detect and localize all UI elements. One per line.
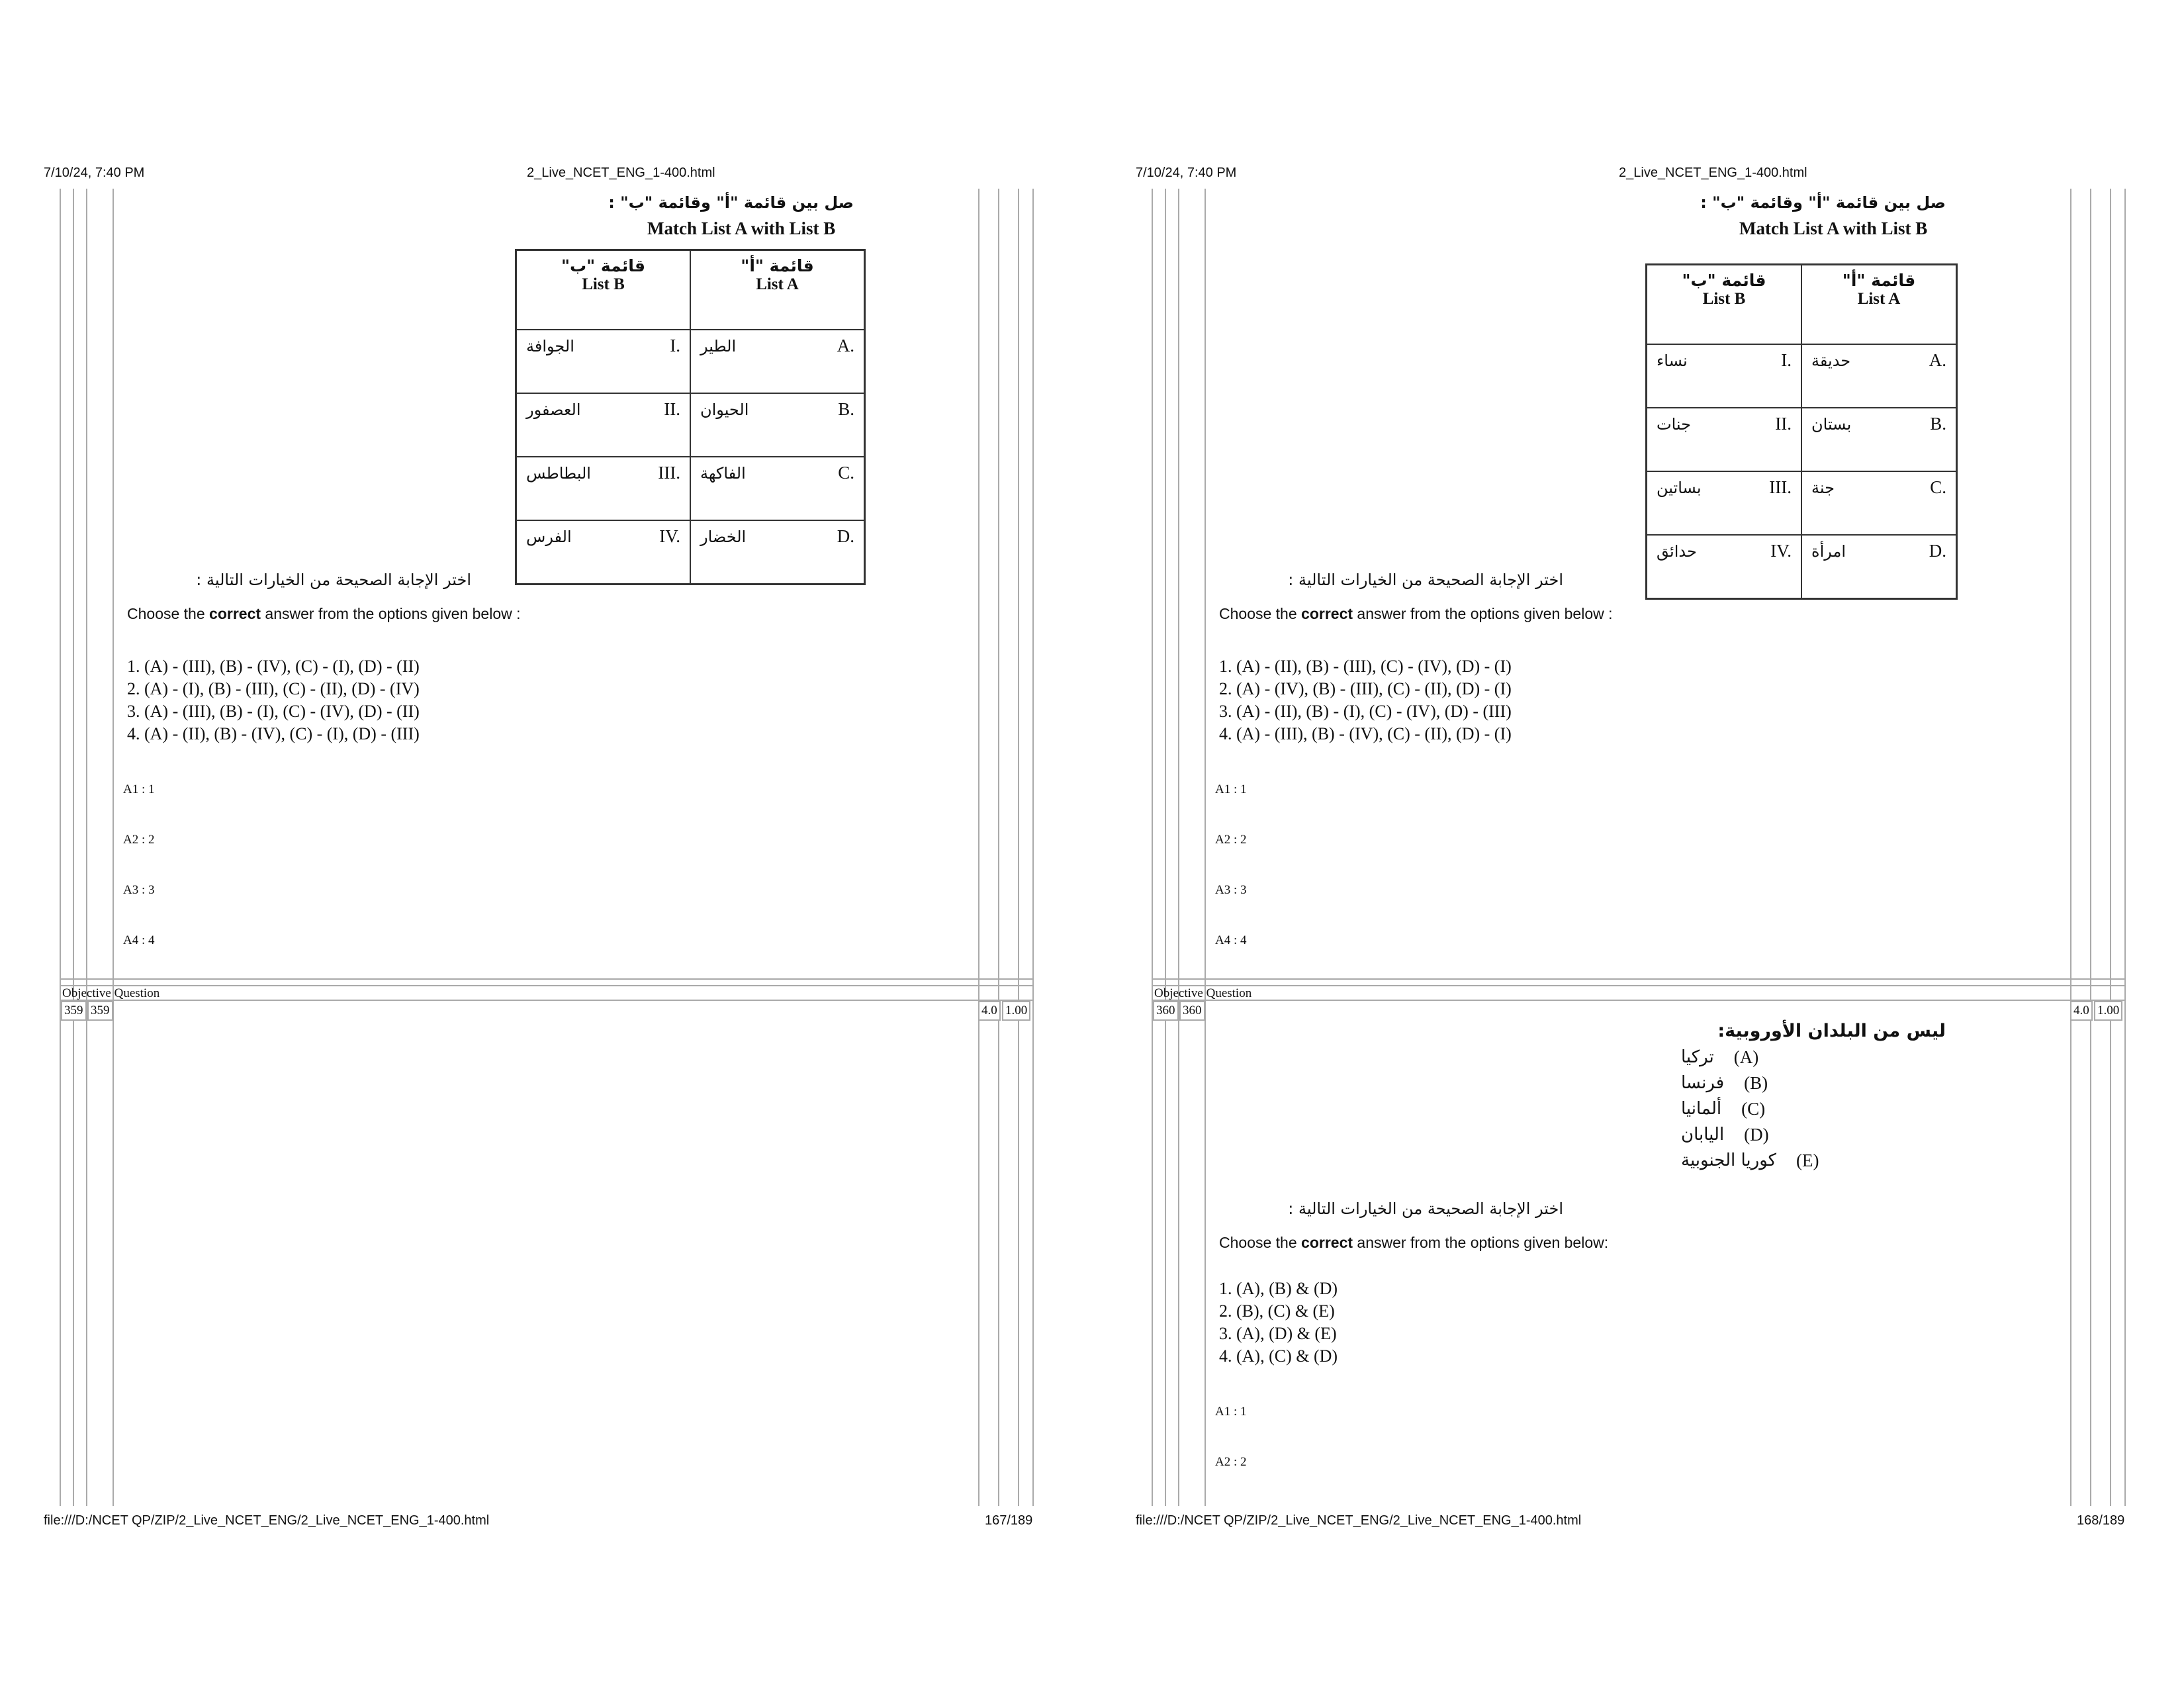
list-a-marker: D. (1929, 541, 1946, 561)
question-id: 359 (87, 1001, 113, 1021)
frame-line (1018, 189, 1019, 1506)
frame-line (113, 189, 114, 1506)
question-marks: 4.0 (2070, 1001, 2093, 1021)
frame-line (60, 189, 61, 1506)
option-item: 4. (A) - (II), (B) - (IV), (C) - (I), (D) - (III) (127, 724, 420, 743)
list-a-marker: A. (1929, 350, 1946, 370)
page-right (1092, 0, 2184, 1688)
list-a-item: بستان (1811, 414, 1852, 434)
question-id: 360 (1179, 1001, 1205, 1021)
table-row (516, 330, 865, 393)
list-a-marker: C. (1930, 477, 1946, 497)
answer-key-2: A2 : 2 (123, 833, 155, 847)
answer-key-4: A4 : 4 (1215, 933, 1247, 947)
frame-line (2090, 189, 2091, 1506)
frame-line (998, 189, 999, 1506)
list-b-marker: IV. (1770, 541, 1792, 561)
list-b-item: بساتين (1657, 478, 1702, 497)
option-item: 1. (A), (B) & (D) (1219, 1279, 1338, 1298)
list-a-marker: B. (838, 399, 854, 419)
list-a-marker: D. (837, 526, 854, 546)
page-number: 167/189 (985, 1513, 1033, 1528)
instruction-english: Choose the correct answer from the options given below : (1219, 605, 1613, 622)
list-b-item: جنات (1657, 414, 1691, 434)
list-b-marker: IV. (659, 526, 680, 546)
table-row (516, 393, 865, 457)
list-b-item: البطاطس (526, 463, 591, 483)
list-b-item: نساء (1657, 351, 1688, 370)
question-negative-marks: 1.00 (2094, 1001, 2122, 1021)
frame-line (2124, 189, 2126, 1506)
frame-line (60, 1000, 1034, 1001)
list-a-item: حديقة (1811, 351, 1851, 370)
option-item: 4. (A) - (III), (B) - (IV), (C) - (II), (D) - (I) (1219, 724, 1512, 743)
frame-line (2110, 189, 2111, 1506)
list-b-marker: II. (664, 399, 680, 419)
answer-key-1: A1 : 1 (1215, 1405, 1247, 1419)
question-title-arabic: صل بين قائمة "أ" وقائمة "ب" : (608, 193, 854, 212)
frame-line (1165, 189, 1166, 1506)
question-item: (D) اليابان (1681, 1125, 1769, 1145)
question-number: 360 (1153, 1001, 1179, 1021)
options-list (1219, 1278, 1338, 1368)
print-datetime: 7/10/24, 7:40 PM (1136, 165, 1237, 180)
answer-key-2: A2 : 2 (1215, 1455, 1247, 1469)
list-a-item: جنة (1811, 478, 1835, 497)
question-item: (C) ألمانيا (1681, 1099, 1766, 1119)
list-b-item: الفرس (526, 527, 572, 546)
question-marks: 4.0 (978, 1001, 1001, 1021)
table-row (1647, 535, 1957, 599)
table-row (1647, 471, 1957, 535)
list-b-marker: I. (1781, 350, 1792, 370)
list-b-header: قائمة "ب" List B (1647, 265, 1802, 345)
frame-line (1152, 985, 2126, 986)
frame-line (978, 189, 979, 1506)
list-b-marker: I. (670, 336, 680, 355)
answer-key-4: A4 : 4 (123, 933, 155, 947)
question-title-english: Match List A with List B (647, 218, 836, 238)
option-item: 2. (A) - (I), (B) - (III), (C) - (II), (D) - (IV) (127, 679, 420, 698)
instruction-english: Choose the correct answer from the options given below: (1219, 1234, 1609, 1251)
list-a-item: الخضار (700, 527, 747, 546)
list-a-item: الطير (700, 336, 737, 355)
frame-line (86, 189, 87, 1506)
question-type-label: Objective Question (62, 986, 160, 1000)
question-item: (E) كوريا الجنوبية (1681, 1150, 1819, 1170)
option-item: 4. (A), (C) & (D) (1219, 1346, 1338, 1366)
instruction-arabic: اختر الإجابة الصحيحة من الخيارات التالية : (1288, 1199, 1563, 1218)
frame-line (2070, 189, 2071, 1506)
table-row (1647, 344, 1957, 408)
options-list (1219, 655, 1512, 745)
print-filename: 2_Live_NCET_ENG_1-400.html (527, 165, 715, 180)
option-item: 3. (A) - (II), (B) - (I), (C) - (IV), (D) - (III) (1219, 702, 1512, 721)
list-b-item: حدائق (1657, 541, 1697, 561)
list-a-header: قائمة "أ" List A (1801, 265, 1957, 345)
list-a-item: امرأة (1811, 541, 1846, 561)
list-a-marker: C. (838, 463, 854, 483)
match-table (1645, 263, 1958, 600)
frame-line (60, 985, 1034, 986)
list-a-item: الفاكهة (700, 463, 746, 483)
table-row (516, 520, 865, 585)
option-item: 1. (A) - (II), (B) - (III), (C) - (IV), (D) - (I) (1219, 657, 1512, 676)
frame-line (1152, 978, 2126, 980)
instruction-english: Choose the correct answer from the options given below : (127, 605, 521, 622)
question-items (1681, 1045, 1946, 1174)
option-item: 3. (A), (D) & (E) (1219, 1324, 1337, 1343)
question-title-arabic: صل بين قائمة "أ" وقائمة "ب" : (1700, 193, 1946, 212)
list-b-marker: II. (1775, 414, 1792, 434)
question-title-arabic: ليس من البلدان الأوروبية: (1717, 1021, 1946, 1041)
frame-line (1205, 189, 1206, 1506)
question-type-label: Objective Question (1154, 986, 1252, 1000)
list-a-marker: B. (1930, 414, 1946, 434)
option-item: 2. (B), (C) & (E) (1219, 1301, 1335, 1321)
question-number: 359 (61, 1001, 87, 1021)
print-filename: 2_Live_NCET_ENG_1-400.html (1619, 165, 1807, 180)
file-url: file:///D:/NCET QP/ZIP/2_Live_NCET_ENG/2_Live_NCET_ENG_1-400.html (44, 1513, 490, 1528)
question-item: (A) تركيا (1681, 1047, 1759, 1067)
list-b-header: قائمة "ب" List B (516, 250, 691, 330)
question-negative-marks: 1.00 (1002, 1001, 1030, 1021)
option-item: 2. (A) - (IV), (B) - (III), (C) - (II), (D) - (I) (1219, 679, 1512, 698)
frame-line (73, 189, 74, 1506)
list-a-header: قائمة "أ" List A (690, 250, 865, 330)
answer-key-3: A3 : 3 (1215, 883, 1247, 897)
table-row (1647, 408, 1957, 471)
answer-key-2: A2 : 2 (1215, 833, 1247, 847)
frame-line (1152, 189, 1153, 1506)
question-item: (B) فرنسا (1681, 1073, 1768, 1093)
list-b-item: العصفور (526, 400, 581, 419)
list-b-marker: III. (658, 463, 680, 483)
option-item: 1. (A) - (III), (B) - (IV), (C) - (I), (D) - (II) (127, 657, 420, 676)
list-b-marker: III. (1769, 477, 1792, 497)
frame-line (1032, 189, 1034, 1506)
list-a-item: الحيوان (700, 400, 749, 419)
list-a-marker: A. (837, 336, 854, 355)
option-item: 3. (A) - (III), (B) - (I), (C) - (IV), (D) - (II) (127, 702, 420, 721)
answer-key-3: A3 : 3 (123, 883, 155, 897)
table-row (516, 457, 865, 520)
instruction-arabic: اختر الإجابة الصحيحة من الخيارات التالية : (196, 571, 471, 589)
instruction-arabic: اختر الإجابة الصحيحة من الخيارات التالية : (1288, 571, 1563, 589)
answer-key-1: A1 : 1 (123, 782, 155, 796)
frame-line (60, 978, 1034, 980)
answer-key-1: A1 : 1 (1215, 782, 1247, 796)
match-table (515, 249, 866, 585)
frame-line (1152, 1000, 2126, 1001)
options-list (127, 655, 420, 745)
page-number: 168/189 (2077, 1513, 2125, 1528)
file-url: file:///D:/NCET QP/ZIP/2_Live_NCET_ENG/2_Live_NCET_ENG_1-400.html (1136, 1513, 1582, 1528)
print-datetime: 7/10/24, 7:40 PM (44, 165, 145, 180)
question-title-english: Match List A with List B (1739, 218, 1928, 238)
list-b-item: الجوافة (526, 336, 574, 355)
frame-line (1178, 189, 1179, 1506)
